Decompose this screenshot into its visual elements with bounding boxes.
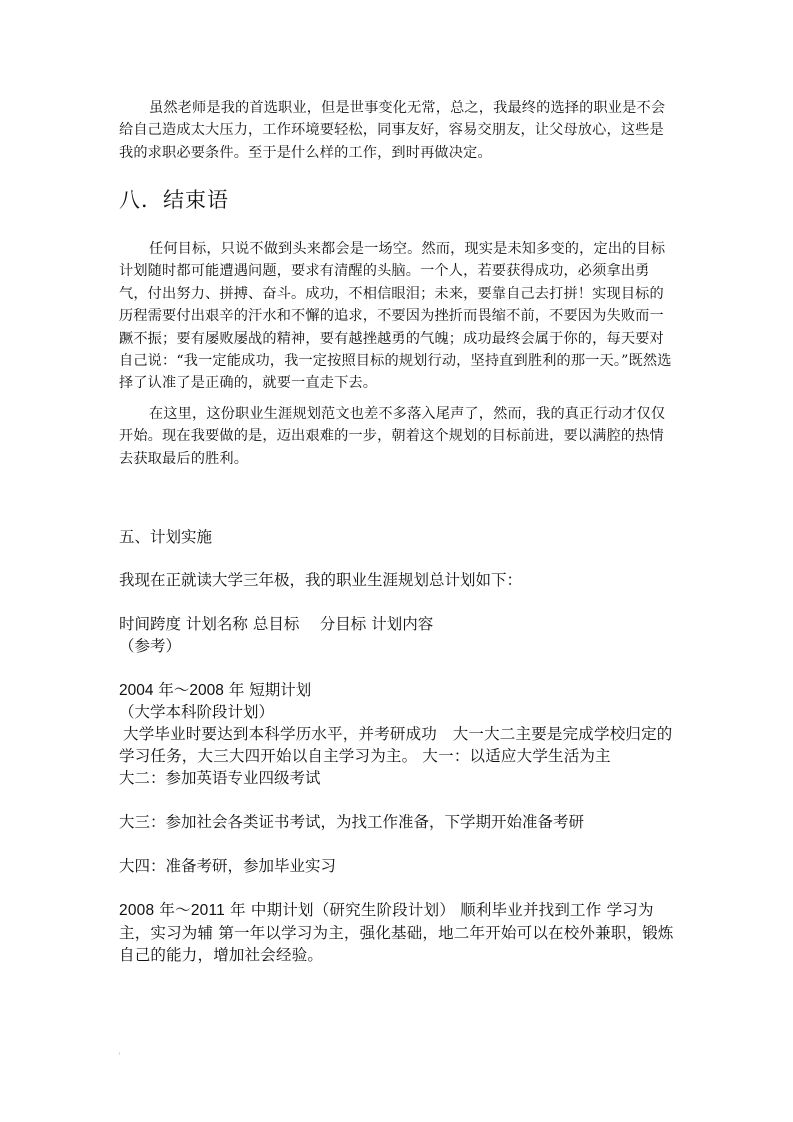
paragraph-job-choice: 虽然老师是我的首选职业，但是世事变化无常，总之，我最终的选择的职业是不会给自己造成太大压力，工作环境要轻松，同事友好，容易交朋友，让父母放心，这些是我的求职必要条件。至于是什么样的工作，到时再做决定。 (119, 100, 666, 161)
year-two-plan: 大二：参加英语专业四级考试 (119, 769, 321, 787)
short-term-year-separator: 年～ (153, 681, 190, 699)
short-term-plan-body: 大学毕业时要达到本科学历水平，并考研成功 大一大二主要是完成学校归定的学习任务，大三大四开始以自主学习为主。 大一：以适应大学生活为主 (119, 725, 673, 765)
mid-term-end-year: 2011 (190, 902, 225, 919)
section-title-plan-implementation: 五、计划实施 (119, 528, 213, 546)
year-four-plan: 大四：准备考研，参加毕业实习 (119, 857, 337, 875)
plan-intro: 我现在正就读大学三年极，我的职业生涯规划总计划如下： (119, 571, 523, 589)
plan-columns-header: 时间跨度 计划名称 总目标 分目标 计划内容 (119, 615, 434, 633)
short-term-stage: （大学本科阶段计划） (119, 703, 275, 721)
mid-term-plan (119, 899, 675, 966)
mid-term-plan-body: 年 中期计划（研究生阶段计划） 顺利毕业并找到工作 学习为主，实习为辅 第一年以学习为主，强化基础，地二年开始可以在校外兼职，锻炼自己的能力，增加社会经验。 (119, 901, 674, 964)
year-three-plan: 大三：参加社会各类证书考试，为找工作准备，下学期开始准备考研 (119, 813, 585, 831)
mid-term-start-year: 2008 (119, 902, 155, 919)
short-term-plan-title (119, 679, 675, 702)
plan-columns-note: （参考） (119, 637, 182, 655)
mid-term-year-separator: 年～ (154, 901, 191, 919)
short-term-end-year: 2008 (189, 682, 224, 699)
paragraph-conclusion-2: 在这里，这份职业生涯规划范文也差不多落入尾声了，然而，我的真正行动才仅仅开始。现在我要做的是，迈出艰难的一步，朝着这个规划的目标前进，要以满腔的热情去获取最后的胜利。 (119, 406, 666, 467)
paragraph-conclusion-1: 任何目标，只说不做到头来都会是一场空。然而，现实是未知多变的，定出的目标计划随时都可能遭遇问题，要求有清醒的头脑。一个人，若要获得成功，必须拿出勇气，付出努力、拼搏、奋斗。成功，不相信眼泪；未来，要靠自己去打拼！实现目标的历程需要付出艰辛的汗水和不懈的追求，不要因为挫折而畏缩不前，不要因为失败而一蹶不振；要有屡败屡战的精神，要有越挫越勇的气魄；成功最终会属于你的，每天要对自己说：“我一定能成功，我一定按照目标的规划行动，坚持直到胜利的那一天。”既然选择了认准了是正确的，就要一直走下去。 (119, 241, 672, 392)
short-term-label: 年 短期计划 (223, 681, 312, 699)
page-marker (119, 1052, 120, 1055)
heading-conclusion: 八．结束语 (119, 188, 229, 212)
short-term-start-year: 2004 (119, 682, 154, 699)
